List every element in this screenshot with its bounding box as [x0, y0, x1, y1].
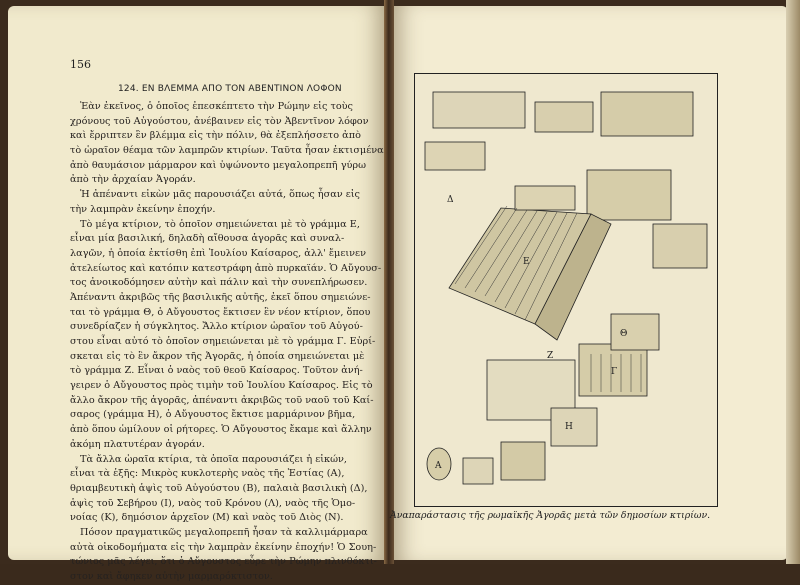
text-line: ἀκόμη πλατυτέραν ἀγοράν. [70, 438, 205, 450]
text-line: τὸ ὡραῖον θέαμα τῶν λαμπρῶν κτιρίων. Ταῦτα ἦσαν ἐκτισμένα [70, 145, 384, 157]
illustration-label-d: Δ [447, 195, 454, 205]
text-line: ἀπὸ τὴν ἀρχαίαν Ἀγοράν. [70, 174, 196, 186]
illustration-caption: Ἀναπαράστασις τῆς ρωμαϊκῆς Ἀγορᾶς μετὰ τῶν δημοσίων κτιρίων. [390, 510, 711, 521]
page-edge [786, 0, 800, 564]
book-gutter [384, 0, 394, 564]
text-line: ἄλλο ἄκρον τῆς ἀγορᾶς, ἀπέναντι ἀκριβῶς τοῦ ναοῦ τοῦ Καί- [70, 394, 374, 406]
text-line: στον καὶ ἄφηκεν αὐτὴν μαρμαρόκτιστον. [70, 571, 273, 582]
text-line: τώνιος μᾶς λέγει, ὅτι ὁ Αὔγουστος εὗρε τὴν Ρώμην πλινθόκτι- [70, 556, 377, 568]
illustration-label-g: Γ [611, 367, 618, 377]
illustration-label-e: Ε [523, 257, 530, 267]
text-line: Ἡ ἀπέναντι εἰκὼν μᾶς παρουσιάζει αὐτά, ὅπως ἦσαν εἰς [80, 189, 360, 201]
text-line: ἀπὸ ὅπου ὡμίλουν οἱ ρήτορες. Ὁ Αὔγουστος ἔκαμε καὶ ἄλλην [70, 424, 372, 436]
text-line: Πόσον πραγματικῶς μεγαλοπρεπῆ ἦσαν τὰ καλλιμάρμαρα [80, 526, 368, 538]
forum-illustration [414, 73, 718, 507]
text-line: τὴν λαμπρὰν ἐκείνην ἐποχήν. [70, 203, 216, 215]
text-line: Τὸ μέγα κτίριον, τὸ ὁποῖον σημειώνεται μὲ τὸ γράμμα Ε, [80, 218, 360, 230]
text-line: ἁψὶς τοῦ Σεβήρου (Ι), ναὸς τοῦ Κρόνου (Λ), ναὸς τῆς Ὁμο- [70, 497, 356, 509]
body-text [70, 100, 382, 585]
illustration-label-a: Α [435, 461, 442, 471]
illustration-label-z: Ζ [547, 351, 554, 361]
text-line: καὶ ἔρριπτεν ἓν βλέμμα εἰς τὴν πόλιν, θὰ ἐξεπλήσσετο ἀπὸ [70, 130, 361, 142]
page-number: 156 [70, 58, 91, 71]
text-line: λαγῶν, ἡ ὁποία ἐκτίσθη ἐπὶ Ἰουλίου Καίσαρος, ἀλλ' ἔμεινεν [70, 247, 366, 259]
section-heading: 124. ΕΝ ΒΛΕΜΜΑ ΑΠΟ ΤΟΝ ΑΒΕΝΤΙΝΟΝ ΛΟΦΟΝ [118, 84, 342, 94]
text-line: ἀπὸ θαυμάσιον μάρμαρον καὶ ὑψώνοντο μεγαλοπρεπῆ γύρω [70, 159, 366, 171]
text-line: σκεται εἰς τὸ ἓν ἄκρον τῆς Ἀγορᾶς, ἡ ὁποία σημειώνεται μὲ [70, 350, 365, 362]
text-line: εἶναι τὰ ἑξῆς: Μικρὸς κυκλοτερὴς ναὸς τῆς Ἑστίας (Α), [70, 468, 345, 480]
text-line: γειρεν ὁ Αὔγουστος πρὸς τιμὴν τοῦ Ἰουλίου Καίσαρος. Εἰς τὸ [70, 380, 373, 392]
text-line: Τὰ ἄλλα ὡραῖα κτίρια, τὰ ὁποῖα παρουσιάζει ἡ εἰκών, [80, 453, 347, 465]
text-line: τὸ γράμμα Ζ. Εἶναι ὁ ναὸς τοῦ θεοῦ Καίσαρος. Τοῦτον ἀνή- [70, 365, 363, 377]
text-line: θριαμβευτικὴ ἁψὶς τοῦ Αὐγούστου (Β), παλαιὰ βασιλικὴ (Δ), [70, 482, 368, 494]
illustration-label-h: Η [565, 422, 573, 432]
text-line: σαρος (γράμμα Η), ὁ Αὔγουστος ἔκτισε μαρμάρινον βῆμα, [70, 409, 356, 421]
text-line: χρόνους τοῦ Αὐγούστου, ἀνέβαινεν εἰς τὸν Ἀβεντῖνον λόφον [70, 115, 369, 127]
text-line: στου εἶναι αὐτό τὸ ὁποῖον σημειώνεται μὲ τὸ γράμμα Γ. Εὑρί- [70, 336, 376, 347]
text-line: εἶναι μία βασιλική, δηλαδὴ αἴθουσα ἀγορᾶς καὶ συναλ- [70, 233, 345, 245]
illustration-label-th: Θ [620, 329, 628, 339]
text-line: νοίας (Κ), δημόσιον ἀρχεῖον (Μ) καὶ ναὸς τοῦ Διὸς (Ν). [70, 512, 344, 524]
text-line: συνεδρίαζεν ἡ σύγκλητος. Ἄλλο κτίριον ὡραῖον τοῦ Αὐγού- [70, 321, 363, 333]
text-line: ται τὸ γράμμα Θ, ὁ Αὔγουστος ἔκτισεν ἓν νέον κτίριον, ὅπου [70, 306, 371, 318]
text-line: Ἀπέναντι ἀκριβῶς τῆς βασιλικῆς αὐτῆς, ἐκεῖ ὅπου σημειώνε- [70, 291, 371, 303]
text-line: τος ἀνοικοδόμησεν αὐτὴν καὶ πάλιν καὶ τὴν συνεπλήρωσεν. [70, 277, 368, 289]
text-line: Ἐὰν ἐκεῖνος, ὁ ὁποῖος ἐπεσκέπτετο τὴν Ρώμην εἰς τοὺς [80, 101, 353, 112]
text-line: αὐτὰ οἰκοδομήματα εἰς τὴν λαμπρὰν ἐκείνην ἐποχήν! Ὁ Σουη- [70, 541, 377, 553]
text-line: ἀτελείωτος καὶ κατόπιν κατεστράφη ἀπὸ πυρκαϊάν. Ὁ Αὔγουσ- [70, 262, 382, 274]
